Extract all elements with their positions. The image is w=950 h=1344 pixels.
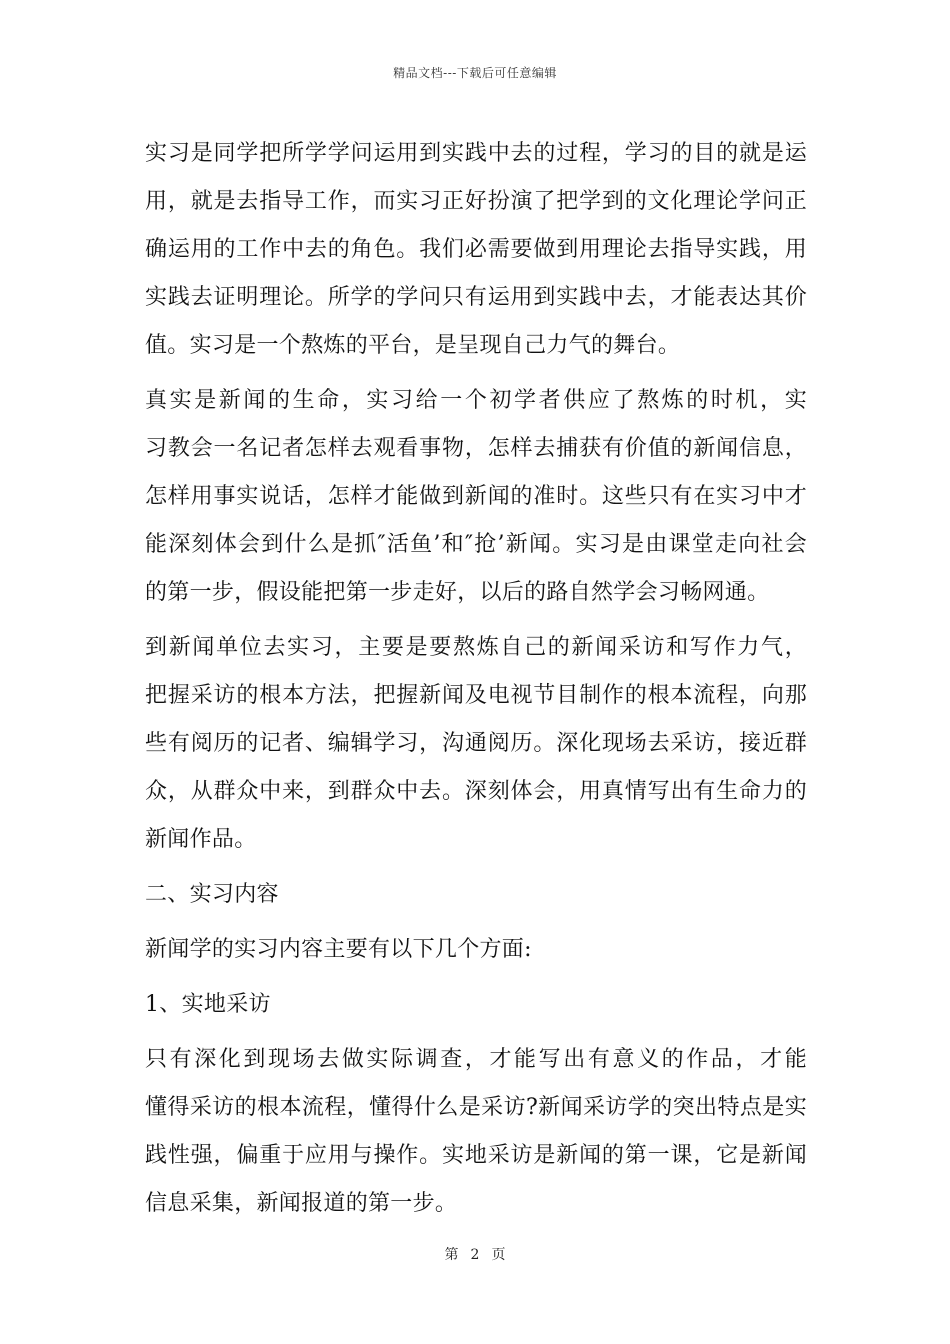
page-number: 2 [470,1247,480,1263]
text-line: 真实是新闻的生命，实习给一个初学者供应了熬炼的时机，实 [145,388,807,413]
text-line: 众，从群众中来，到群众中去。深刻体会，用真情写出有生命力的 [145,779,807,804]
page-number-suffix: 页 [491,1247,506,1263]
text-line: 懂得采访的根本流程，懂得什么是采访?新闻采访学的突出特点是实 [145,1095,807,1120]
page-number-prefix: 第 [444,1247,459,1263]
text-line: 实践去证明理论。所学的学问只有运用到实践中去，才能表达其价 [145,285,807,310]
text-line: 把握采访的根本方法，把握新闻及电视节目制作的根本流程，向那 [145,683,807,708]
text-line: 的第一步，假设能把第一步走好，以后的路自然学会习畅网通。 [145,580,770,605]
text-line: 只有深化到现场去做实际调查，才能写出有意义的作品，才能 [145,1047,807,1072]
text-line: 到新闻单位去实习，主要是要熬炼自己的新闻采访和写作力气， [145,635,807,660]
text-line: 新闻作品。 [145,827,257,852]
page-footer [0,1244,950,1264]
text-line: 用，就是去指导工作，而实习正好扮演了把学到的文化理论学问正 [145,189,807,214]
text-line: 些有阅历的记者、编辑学习，沟通阅历。深化现场去采访，接近群 [145,731,807,756]
page-header: 精品文档---下载后可任意编辑 [393,66,557,80]
text-line: 值。实习是一个熬炼的平台，是呈现自己力气的舞台。 [145,333,681,358]
section-heading: 二、实习内容 [145,882,279,907]
text-line: 践性强，偏重于应用与操作。实地采访是新闻的第一课，它是新闻 [145,1143,807,1168]
text-line: 怎样用事实说话，怎样才能做到新闻的准时。这些只有在实习中才 [145,484,807,509]
text-line: 习教会一名记者怎样去观看事物，怎样去捕获有价值的新闻信息， [145,436,807,461]
subsection-heading: 1、实地采访 [145,992,271,1017]
text-line: 信息采集，新闻报道的第一步。 [145,1191,458,1216]
text-line: 确运用的工作中去的角色。我们必需要做到用理论去指导实践，用 [145,237,807,262]
text-line: 能深刻体会到什么是抓″活鱼’和″抢’新闻。实习是由课堂走向社会 [145,532,807,557]
text-line: 实习是同学把所学学问运用到实践中去的过程，学习的目的就是运 [145,141,807,166]
text-line: 新闻学的实习内容主要有以下几个方面: [145,937,532,962]
